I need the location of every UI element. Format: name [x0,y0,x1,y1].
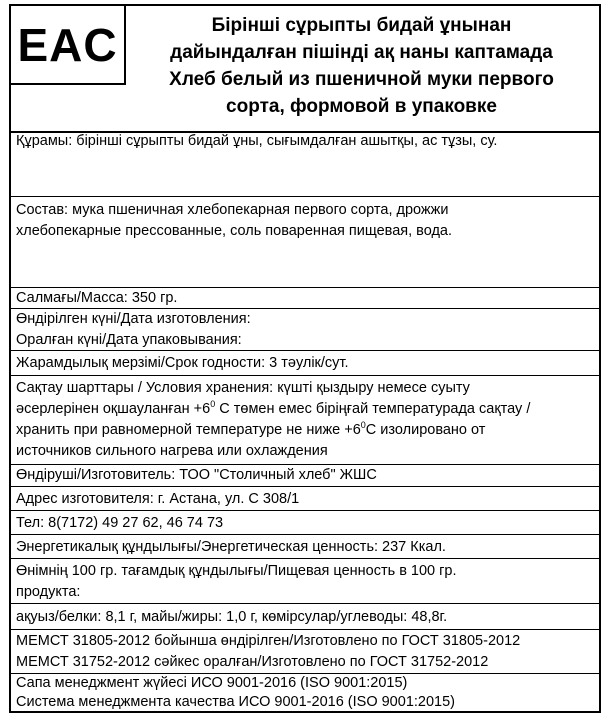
manufacturer-row [11,465,599,487]
storage-row [11,376,599,465]
composition-ru-line-2: хлебопекарные прессованные, соль поваренная пищевая, вода. [16,223,453,239]
eac-mark: EAC [11,6,126,85]
mass-row [11,288,599,309]
storage-line-3: хранить при равномерной температуре не ниже $+6^0С$ изолировано от [16,420,486,438]
standard-line-1: МЕМСТ 31805-2012 бойынша өндірілген/Изготовлено по ГОСТ 31805-2012 [16,633,521,649]
product-title [124,12,599,120]
nutrition-values-row [11,604,599,630]
shelf-life-text: Жарамдылық мерзімі/Срок годности: 3 тәулік/сут. [16,355,349,371]
title-line-4: сорта, формовой в упаковке [226,96,497,117]
composition-kz-text: Құрамы: бірінші сұрыпты бидай ұны, сығымдалған ашытқы, ас тұзы, су. [16,133,498,149]
manufacturer-text: Өндіруші/Изготовитель: ТОО "Столичный хлеб" ЖШС [16,467,377,483]
energy-text: Энергетикалық құндылығы/Энергетическая ценность: 237 Ккал. [16,539,446,555]
quality-line-2: Система менеджмента качества ИСО 9001-2016 (ISO 9001:2015) [16,694,455,710]
composition-ru-line-1: Состав: мука пшеничная хлебопекарная первого сорта, дрожжи [16,202,449,218]
nutrition-heading-line-2: продукта: [16,584,81,600]
shelf-life-row [11,351,599,376]
composition-ru-row [11,197,599,288]
energy-row [11,535,599,559]
storage-line-2: әсерлерінен оқшауланған $+6^0$ С төмен емес біріңғай температурада сақтау / [16,399,531,417]
quality-line-1: Сапа менеджмент жүйесі ИСО 9001-2016 (ISO 9001:2015) [16,675,408,691]
storage-line-4: источников сильного нагрева или охлаждения [16,443,328,459]
label-header [11,6,599,133]
title-line-2: дайындалған пішінді ақ наны каптамада [170,42,553,63]
phone-text: Тел: 8(7172) 49 27 62, 46 74 73 [16,515,224,531]
nutrition-heading-line-1: Өнімнің 100 гр. тағамдық құндылығы/Пищевая ценность в 100 гр. [16,563,457,579]
standard-line-2: МЕМСТ 31752-2012 сәйкес оралған/Изготовлено по ГОСТ 31752-2012 [16,654,489,670]
nutrition-heading-row [11,559,599,604]
nutrition-values-text: ақуыз/белки: 8,1 г, майы/жиры: 1,0 г, көмірсулар/углеводы: 48,8г. [16,609,448,625]
product-label [9,4,601,713]
storage-line-1: Сақтау шарттары / Условия хранения: күшті қыздыру немесе суыту [16,380,470,396]
mass-text: Салмағы/Масса: 350 гр. [16,290,178,306]
standards-row [11,630,599,674]
title-line-3: Хлеб белый из пшеничной муки первого [169,69,554,90]
packing-date-label: Оралған күні/Дата упаковывания: [16,332,242,348]
quality-row [11,674,599,711]
address-row [11,487,599,511]
phone-row [11,511,599,535]
production-date-label: Өндірілген күні/Дата изготовления: [16,311,251,327]
address-text: Адрес изготовителя: г. Астана, ул. С 308/1 [16,491,300,507]
composition-kz-row [11,131,599,197]
title-line-1: Бірінші сұрыпты бидай ұнынан [211,15,512,36]
dates-row [11,309,599,351]
